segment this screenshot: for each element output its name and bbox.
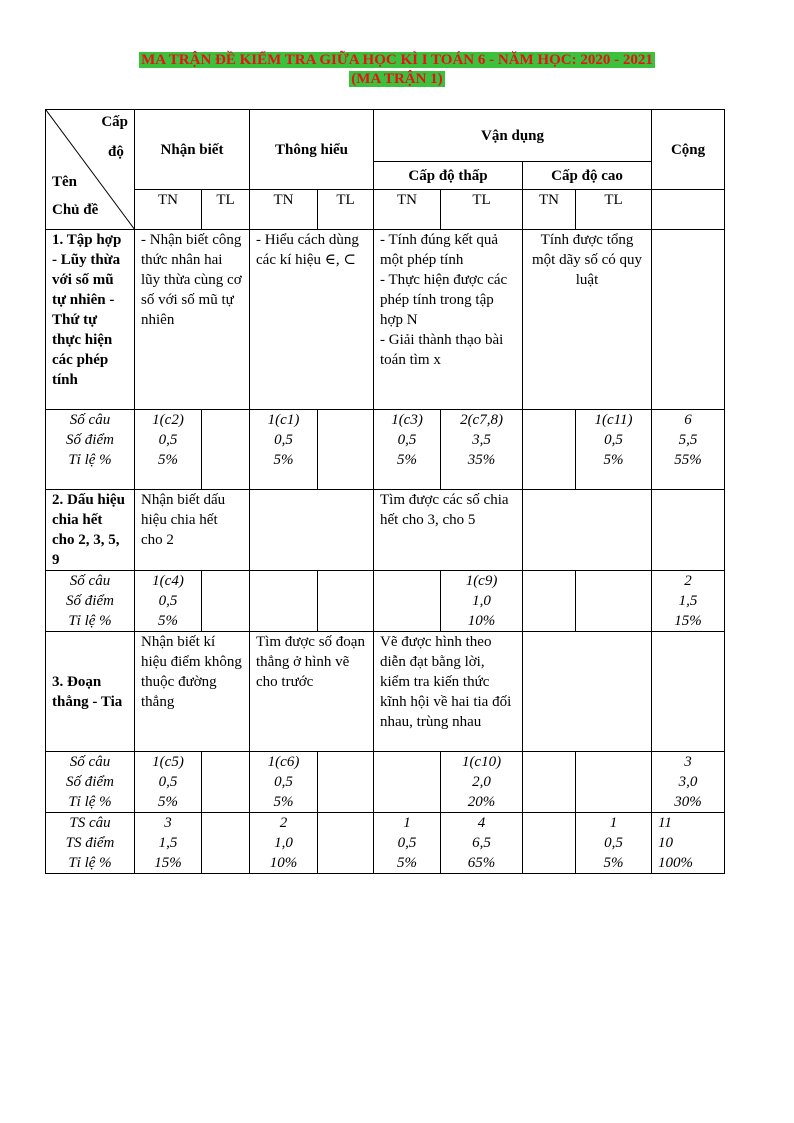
header-tl: TL — [202, 190, 250, 230]
header-chu-de: Chủ đề — [52, 202, 99, 218]
empty-cell — [250, 490, 374, 571]
topic-2-nhan-biet: Nhận biết dấu hiệu chia hết cho 2 — [135, 490, 250, 571]
stat-2-nb-tn: 1(c4) 0,5 5% — [135, 571, 202, 632]
total-nb: 3 1,5 15% — [135, 813, 202, 874]
header-tn: TN — [523, 190, 576, 230]
empty-cell — [576, 571, 652, 632]
total-th: 2 1,0 10% — [250, 813, 318, 874]
total-label: TS câu TS điểm Tỉ lệ % — [46, 813, 135, 874]
total-cong: 11 10 100% — [652, 813, 725, 874]
header-cap: Cấp — [101, 114, 128, 130]
header-cap-do-thap: Cấp độ thấp — [374, 162, 523, 190]
title-line-1: MA TRẬN ĐỀ KIỂM TRA GIỮA HỌC KÌ I TOÁN 6 - NĂM HỌC: 2020 - 2021 — [141, 52, 653, 68]
empty-cell — [318, 752, 374, 813]
topic-3-van-dung-thap: Vẽ được hình theo diễn đạt bằng lời, kiểm tra kiến thức kĩnh hội về hai tia đối nhau, trùng nhau — [374, 632, 523, 752]
topic-1-title: 1. Tập hợp - Lũy thừa với số mũ tự nhiên - Thứ tự thực hiện các phép tính — [46, 230, 135, 410]
stat-3-th-tn: 1(c6) 0,5 5% — [250, 752, 318, 813]
topic-3-nhan-biet: Nhận biết kí hiệu điểm không thuộc đường thẳng — [135, 632, 250, 752]
header-nhan-biet: Nhận biết — [135, 110, 250, 190]
stat-label-1: Số câu Số điểm Tỉ lệ % — [46, 410, 135, 490]
header-row-1 — [46, 110, 725, 162]
header-tn: TN — [374, 190, 441, 230]
header-tn: TN — [250, 190, 318, 230]
stat-1-vt-tn: 1(c3) 0,5 5% — [374, 410, 441, 490]
matrix-table — [45, 109, 725, 874]
stat-label-2: Số câu Số điểm Tỉ lệ % — [46, 571, 135, 632]
title-line-2: (MA TRẬN 1) — [351, 71, 443, 87]
header-ten: Tên — [52, 174, 78, 190]
empty-cell — [250, 571, 318, 632]
topic-row-2 — [46, 490, 725, 571]
total-vc-tl: 1 0,5 5% — [576, 813, 652, 874]
stat-3-cong: 3 3,0 30% — [652, 752, 725, 813]
empty-cell — [523, 490, 652, 571]
topic-1-nhan-biet: - Nhận biết công thức nhân hai lũy thừa cùng cơ số với số mũ tự nhiên — [135, 230, 250, 410]
stat-3-nb-tn: 1(c5) 0,5 5% — [135, 752, 202, 813]
empty-cell — [523, 410, 576, 490]
topic-1-van-dung-cao: Tính được tổng một dãy số có quy luật — [523, 230, 652, 410]
topic-1-van-dung-thap: - Tính đúng kết quả một phép tính - Thực hiện được các phép tính trong tập hợp N - Giải thành thạo bài toán tìm x — [374, 230, 523, 410]
stat-3-vt-tl: 1(c10) 2,0 20% — [441, 752, 523, 813]
header-tl: TL — [441, 190, 523, 230]
topic-1-thong-hieu: - Hiểu cách dùng các kí hiệu ∈, ⊂ — [250, 230, 374, 410]
header-van-dung: Vận dụng — [374, 110, 652, 162]
header-cong: Cộng — [652, 110, 725, 190]
stat-1-th-tn: 1(c1) 0,5 5% — [250, 410, 318, 490]
stat-row-2 — [46, 571, 725, 632]
header-tl: TL — [576, 190, 652, 230]
topic-row-1 — [46, 230, 725, 410]
stat-2-cong: 2 1,5 15% — [652, 571, 725, 632]
corner-header-cell — [46, 110, 135, 230]
stat-label-3: Số câu Số điểm Tỉ lệ % — [46, 752, 135, 813]
empty-cell — [652, 632, 725, 752]
stat-2-vt-tl: 1(c9) 1,0 10% — [441, 571, 523, 632]
header-cap-do-cao: Cấp độ cao — [523, 162, 652, 190]
total-row — [46, 813, 725, 874]
empty-cell — [318, 410, 374, 490]
stat-row-1 — [46, 410, 725, 490]
empty-cell — [202, 813, 250, 874]
empty-cell — [652, 190, 725, 230]
stat-row-3 — [46, 752, 725, 813]
empty-cell — [652, 490, 725, 571]
stat-1-vt-tl: 2(c7,8) 3,5 35% — [441, 410, 523, 490]
header-do: độ — [108, 144, 124, 160]
topic-row-3 — [46, 632, 725, 752]
empty-cell — [374, 752, 441, 813]
topic-2-van-dung-thap: Tìm được các số chia hết cho 3, cho 5 — [374, 490, 523, 571]
header-thong-hieu: Thông hiểu — [250, 110, 374, 190]
empty-cell — [202, 410, 250, 490]
stat-1-nb-tn: 1(c2) 0,5 5% — [135, 410, 202, 490]
topic-3-thong-hieu: Tìm được số đoạn thẳng ở hình vẽ cho trước — [250, 632, 374, 752]
header-row-3 — [46, 190, 725, 230]
topic-3-title: 3. Đoạn thẳng - Tia — [46, 632, 135, 752]
header-tl: TL — [318, 190, 374, 230]
header-tn: TN — [135, 190, 202, 230]
stat-1-vc-tl: 1(c11) 0,5 5% — [576, 410, 652, 490]
empty-cell — [523, 813, 576, 874]
empty-cell — [523, 571, 576, 632]
stat-1-cong: 6 5,5 55% — [652, 410, 725, 490]
empty-cell — [318, 571, 374, 632]
empty-cell — [652, 230, 725, 410]
total-vt-tn: 1 0,5 5% — [374, 813, 441, 874]
empty-cell — [202, 752, 250, 813]
topic-2-title: 2. Dấu hiệu chia hết cho 2, 3, 5, 9 — [46, 490, 135, 571]
empty-cell — [576, 752, 652, 813]
empty-cell — [374, 571, 441, 632]
empty-cell — [523, 632, 652, 752]
total-vt-tl: 4 6,5 65% — [441, 813, 523, 874]
empty-cell — [523, 752, 576, 813]
empty-cell — [202, 571, 250, 632]
empty-cell — [318, 813, 374, 874]
